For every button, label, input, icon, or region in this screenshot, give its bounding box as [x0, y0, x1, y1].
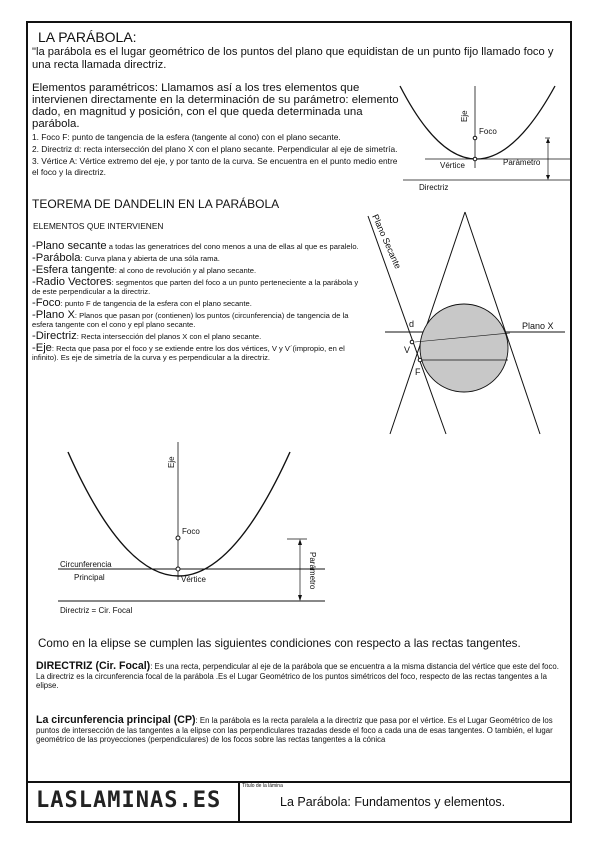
plano-secante-label: Plano Secante: [370, 212, 404, 271]
element-radio-vectores: -Radio Vectores: segmentos que parten del foco a un punto perteneciente a la parábola y de este perpendicular a la directriz.: [32, 276, 359, 296]
top-parametro-label: Parámetro: [503, 158, 541, 167]
param-item-directriz: 2. Directriz d: recta intersección del plano X con el plano secante. Perpendicular al eje de simetría.: [32, 144, 398, 154]
top-vertex-point: [473, 157, 477, 161]
cone-f-point: [418, 358, 422, 362]
definition-text: "la parábola es el lugar geométrico de los puntos del plano que equidistan de un punto fijo llamado foco y una recta llamada directriz.: [32, 46, 554, 71]
big-focus-point: [176, 536, 180, 540]
cone-d-label: d: [409, 319, 415, 329]
big-vertice-label: Vértice: [181, 575, 206, 584]
top-foco-label: Foco: [479, 127, 497, 136]
param-item-foco: 1. Foco F: punto de tangencia de la esfera (tangente al cono) con el plano secante.: [32, 132, 341, 142]
big-circ-label-2: Principal: [74, 573, 105, 582]
elements-list: [32, 242, 367, 365]
element-esfera: -Esfera tangente: al cono de revolución y al plano secante.: [32, 264, 257, 276]
element-foco: -Foco: punto F de tangencia de la esfera con el plano secante.: [32, 297, 252, 309]
sheet-title: La Parábola: Fundamentos y elementos.: [280, 795, 506, 809]
theorem-heading: TEOREMA DE DANDELIN EN LA PARÁBOLA: [32, 197, 280, 211]
top-parabola-diagram: [395, 82, 570, 194]
dandelin-sphere: [420, 304, 508, 392]
dandelin-cone-diagram: [360, 208, 568, 438]
footer-divider: [26, 781, 572, 783]
param-list: [32, 132, 404, 179]
top-parabola-curve: [400, 86, 555, 159]
big-directriz-label: Directriz = Cir. Focal: [60, 606, 133, 615]
top-focus-point: [473, 136, 477, 140]
top-vertice-label: Vértice: [440, 161, 465, 170]
top-directriz-label: Directriz: [419, 183, 449, 192]
page-title: LA PARÁBOLA:: [38, 29, 137, 45]
directriz-text: : Es una recta, perpendicular al eje de la parábola que se encuentra a la misma distancia del vértice que este del foco. La directriz es la circunferencia focal de la parábola .Es el Lugar Geométrico de los puntos simétricos del foco, respecto de las rectas tangentes a la elipse.: [36, 662, 559, 690]
element-plano-secante: -Plano secante a todas las generatrices del cono menos a una de ellas al que es paralelo.: [32, 240, 359, 252]
directriz-paragraph: [36, 662, 566, 691]
big-circ-label-1: Circunferencia: [60, 560, 112, 569]
directriz-title: DIRECTRIZ (Cir. Focal): [36, 660, 151, 672]
element-eje: -Eje: Recta que pasa por el foco y se extiende entre los dos vértices, V y V´(impropio, en el infinito). Es eje de simetría de la curva y es perpendicular a la directriz.: [32, 342, 345, 362]
big-parabola-diagram: [50, 440, 340, 620]
cp-paragraph: [36, 716, 566, 745]
cone-f-label: F: [415, 367, 421, 377]
site-logo: LASLAMINAS.ES: [36, 788, 222, 813]
cone-v-label: V: [404, 345, 411, 355]
cone-v-point: [410, 340, 414, 344]
element-parabola: -Parábola: Curva plana y abierta de una sóla rama.: [32, 252, 220, 264]
parameters-intro: Elementos paramétricos: Llamamos así a los tres elementos que intervienen directamente en la determinación de su parámetro: elemento dado, en magnitud y posición, con el que queda determinada una parábola.: [32, 82, 399, 130]
cp-title: La circunferencia principal (CP): [36, 714, 196, 726]
big-vertex-point: [176, 567, 180, 571]
top-eje-label: Eje: [460, 110, 469, 122]
plano-x-label: Plano X: [522, 321, 554, 331]
elements-heading: ELEMENTOS QUE INTERVIENEN: [33, 221, 164, 231]
big-eje-label: Eje: [167, 456, 176, 468]
sheet-title-label: Título de la lámina: [242, 783, 283, 789]
element-directriz: -Directriz: Recta intersección del planos X con el plano secante.: [32, 330, 262, 342]
big-parametro-label: Parámetro: [308, 552, 317, 590]
tangent-intro: Como en la elipse se cumplen las siguientes condiciones con respecto a las rectas tangentes.: [38, 637, 521, 650]
element-plano-x: -Plano X: Planos que pasan por (contienen) los puntos (circunferencia) de tangencia de la esfera tangente con el cono y epl plano secante.: [32, 309, 349, 329]
param-item-vertice: 3. Vértice A: Vértice extremo del eje, y por tanto de la curva. Se encuentra en el punto medio entre el foco y la directriz.: [32, 156, 398, 177]
big-parabola-curve: [68, 452, 290, 576]
big-foco-label: Foco: [182, 527, 200, 536]
footer-vertical-divider: [238, 781, 240, 823]
cp-text: : En la parábola es la recta paralela a la directriz que pasa por el vértice. Es el Lugar Geométrico de los puntos de intersección de las tangentes a la elipse con las perpendiculares trazadas desde el foco a cada una de esas tangentes. O también, el lugar geométrico de las proyecciones (perpendiculares) de los focos sobre las rectas tangentes a la cónica: [36, 716, 553, 744]
